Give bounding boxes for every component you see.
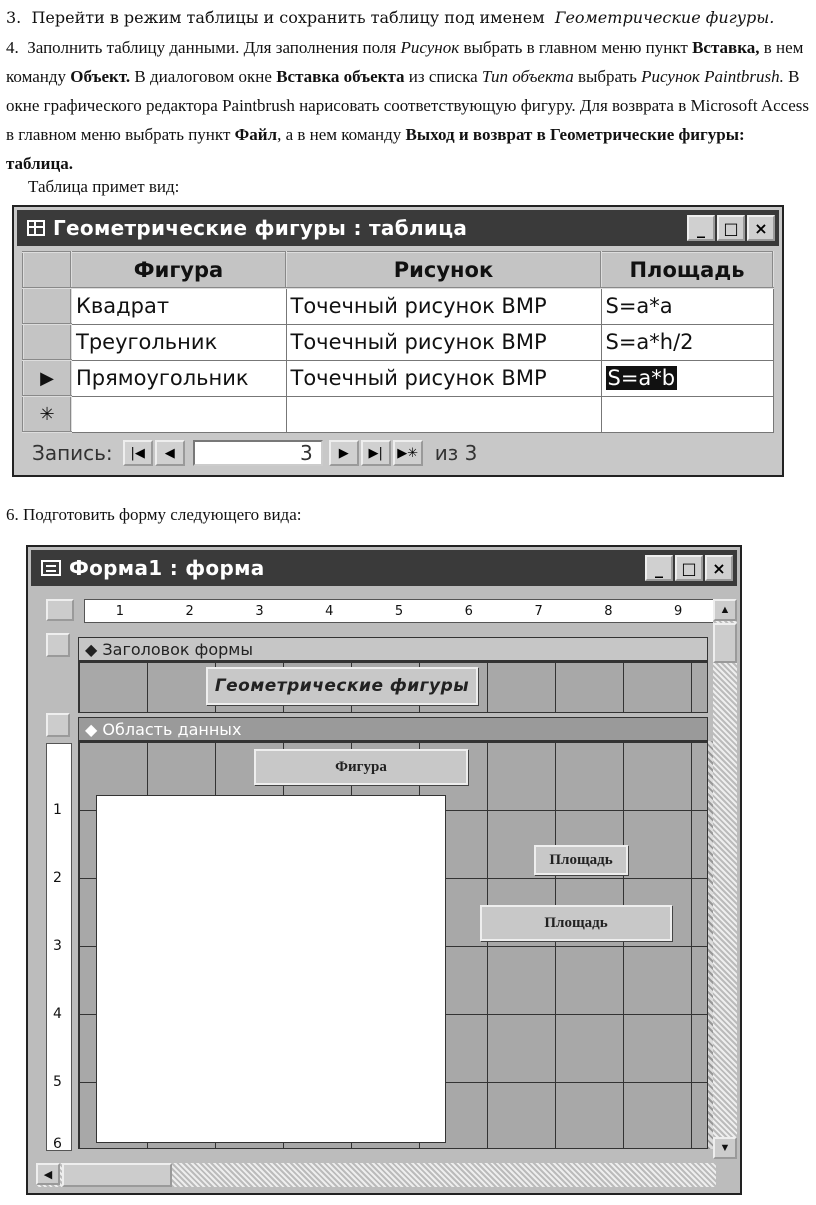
step-4-text-h: , а в нем команду: [277, 125, 402, 144]
cell-area[interactable]: S=a*a: [601, 288, 773, 324]
step-4-text-a: Заполнить таблицу данными. Для заполнения поля: [27, 38, 397, 57]
menu-insert-ref: Вставка,: [692, 38, 760, 57]
step-4-text-d: В диалоговом окне: [134, 67, 272, 86]
scroll-up-arrow-icon[interactable]: ▲: [713, 599, 737, 621]
datasheet-title: Геометрические фигуры : таблица: [53, 216, 468, 240]
record-navigator: [22, 435, 774, 471]
figure-field[interactable]: Фигура: [254, 749, 468, 785]
detail-section-selector[interactable]: [46, 713, 70, 737]
detail-section-label: Область данных: [102, 719, 242, 739]
command-exit-ref: Выход и возврат в Геометрические фигуры: таблица.: [6, 125, 745, 173]
step-4-text-f: выбрать: [577, 67, 637, 86]
new-cell-figure[interactable]: [71, 396, 286, 432]
new-record-asterisk-icon: ✳: [39, 403, 55, 425]
ruler-mark: 6: [464, 603, 473, 619]
paintbrush-ref: Рисунок Paintbrush.: [641, 67, 784, 86]
step-3-number: 3.: [6, 8, 22, 27]
vertical-ruler: [46, 743, 72, 1151]
cell-picture[interactable]: Точечный рисунок BMP: [286, 360, 601, 396]
form-title: Форма1 : форма: [69, 556, 265, 580]
form-selector[interactable]: [46, 599, 74, 621]
row-selector[interactable]: [23, 288, 71, 324]
cell-picture[interactable]: Точечный рисунок BMP: [286, 324, 601, 360]
record-count: из 3: [434, 441, 478, 465]
scroll-down-arrow-icon[interactable]: ▼: [713, 1137, 737, 1159]
scroll-left-arrow-icon[interactable]: ◀: [36, 1163, 60, 1185]
step-4-text-c: в нем команду: [6, 38, 804, 86]
object-type-ref: Тип объекта: [481, 67, 574, 86]
command-object-ref: Объект.: [70, 67, 131, 86]
maximize-button[interactable]: □: [675, 555, 703, 581]
step-3-paragraph: [6, 3, 812, 32]
new-row-selector[interactable]: [23, 396, 71, 432]
current-record-arrow-icon: ▶: [40, 367, 54, 389]
header-section-selector[interactable]: [46, 633, 70, 657]
record-number-field[interactable]: 3: [193, 440, 323, 466]
step-6-paragraph: 6. Подготовить форму следующего вида:: [6, 505, 302, 524]
form-titlebar: [31, 550, 737, 586]
datasheet-window: [12, 205, 784, 477]
first-record-button[interactable]: |◀: [123, 440, 153, 466]
horizontal-scrollbar[interactable]: [36, 1163, 716, 1187]
step-4-paragraph: [6, 33, 812, 178]
step-4-text-e: из списка: [408, 67, 478, 86]
area-field[interactable]: Площадь: [480, 905, 672, 941]
form-title-label[interactable]: Геометрические фигуры: [206, 667, 478, 705]
step-4-text-b: выбрать в главном меню пункт: [463, 38, 688, 57]
picture-field[interactable]: [96, 795, 446, 1143]
select-all-corner[interactable]: [23, 252, 71, 288]
section-pointer-icon: ◆: [85, 719, 103, 739]
minimize-button[interactable]: _: [645, 555, 673, 581]
ruler-mark: 8: [604, 603, 613, 619]
maximize-button[interactable]: □: [717, 215, 745, 241]
ruler-mark: 6: [53, 1136, 62, 1152]
new-cell-area[interactable]: [601, 396, 773, 432]
step-4-number: 4.: [6, 38, 19, 57]
ruler-mark: 4: [325, 603, 334, 619]
last-record-button[interactable]: ▶|: [361, 440, 391, 466]
form-design-window: [26, 545, 742, 1195]
close-button[interactable]: ×: [705, 555, 733, 581]
ruler-mark: 9: [674, 603, 683, 619]
vertical-scrollbar[interactable]: [713, 599, 737, 1159]
horizontal-ruler: [84, 599, 714, 623]
ruler-mark: 5: [53, 1074, 62, 1090]
next-record-button[interactable]: ▶: [329, 440, 359, 466]
form-header-bar[interactable]: [78, 637, 708, 661]
new-record-button[interactable]: ▶✳: [393, 440, 423, 466]
row-selector[interactable]: [23, 324, 71, 360]
table-icon: [27, 220, 45, 236]
field-name-picture: Рисунок: [400, 38, 460, 57]
form-header-label: Заголовок формы: [102, 639, 253, 659]
table-row: [23, 360, 773, 396]
cell-figure[interactable]: Прямоугольник: [71, 360, 286, 396]
menu-file-ref: Файл: [234, 125, 278, 144]
selected-text: S=a*b: [607, 366, 676, 390]
close-button[interactable]: ×: [747, 215, 775, 241]
ruler-mark: 2: [185, 603, 194, 619]
step-3-text: Перейти в режим таблицы и сохранить таблицу под именем: [31, 8, 545, 27]
table-row: [23, 288, 773, 324]
column-header-area[interactable]: Площадь: [601, 252, 773, 288]
current-row-selector[interactable]: [23, 360, 71, 396]
section-pointer-icon: ◆: [85, 639, 103, 659]
ruler-mark: 3: [255, 603, 264, 619]
ruler-mark: 2: [53, 870, 62, 886]
new-record-row: [23, 396, 773, 432]
step-4-text-g: В окне графического редактора Paintbrush нарисовать соответствующую фигуру. Для возврата в Microsoft Access в главном меню выбрать пункт: [6, 67, 809, 144]
cell-area[interactable]: [601, 360, 773, 396]
cell-figure[interactable]: Треугольник: [71, 324, 286, 360]
table-caption: Таблица примет вид:: [28, 177, 180, 196]
column-header-picture[interactable]: Рисунок: [286, 252, 601, 288]
minimize-button[interactable]: _: [687, 215, 715, 241]
column-header-figure[interactable]: Фигура: [71, 252, 286, 288]
form-icon: [41, 560, 61, 576]
ruler-mark: 7: [534, 603, 543, 619]
header-row: [23, 252, 773, 288]
area-label[interactable]: Площадь: [534, 845, 628, 875]
ruler-mark: 1: [115, 603, 125, 619]
datasheet-titlebar: [17, 210, 779, 246]
detail-section-bar[interactable]: [78, 717, 708, 741]
cell-picture[interactable]: Точечный рисунок BMP: [286, 288, 601, 324]
table-row: [23, 324, 773, 360]
dialog-insert-object-ref: Вставка объекта: [276, 67, 405, 86]
new-cell-picture[interactable]: [286, 396, 601, 432]
vertical-scroll-thumb[interactable]: [713, 623, 737, 663]
cell-area[interactable]: S=a*h/2: [601, 324, 773, 360]
ruler-mark: 4: [53, 1006, 62, 1022]
cell-figure[interactable]: Квадрат: [71, 288, 286, 324]
datasheet-grid: [22, 251, 774, 433]
ruler-mark: 5: [394, 603, 404, 619]
ruler-mark: 1: [53, 802, 62, 818]
record-label: Запись:: [32, 441, 113, 465]
horizontal-scroll-thumb[interactable]: [62, 1163, 172, 1187]
ruler-mark: 3: [53, 938, 62, 954]
prev-record-button[interactable]: ◀: [155, 440, 185, 466]
table-name: Геометрические фигуры.: [554, 8, 775, 27]
